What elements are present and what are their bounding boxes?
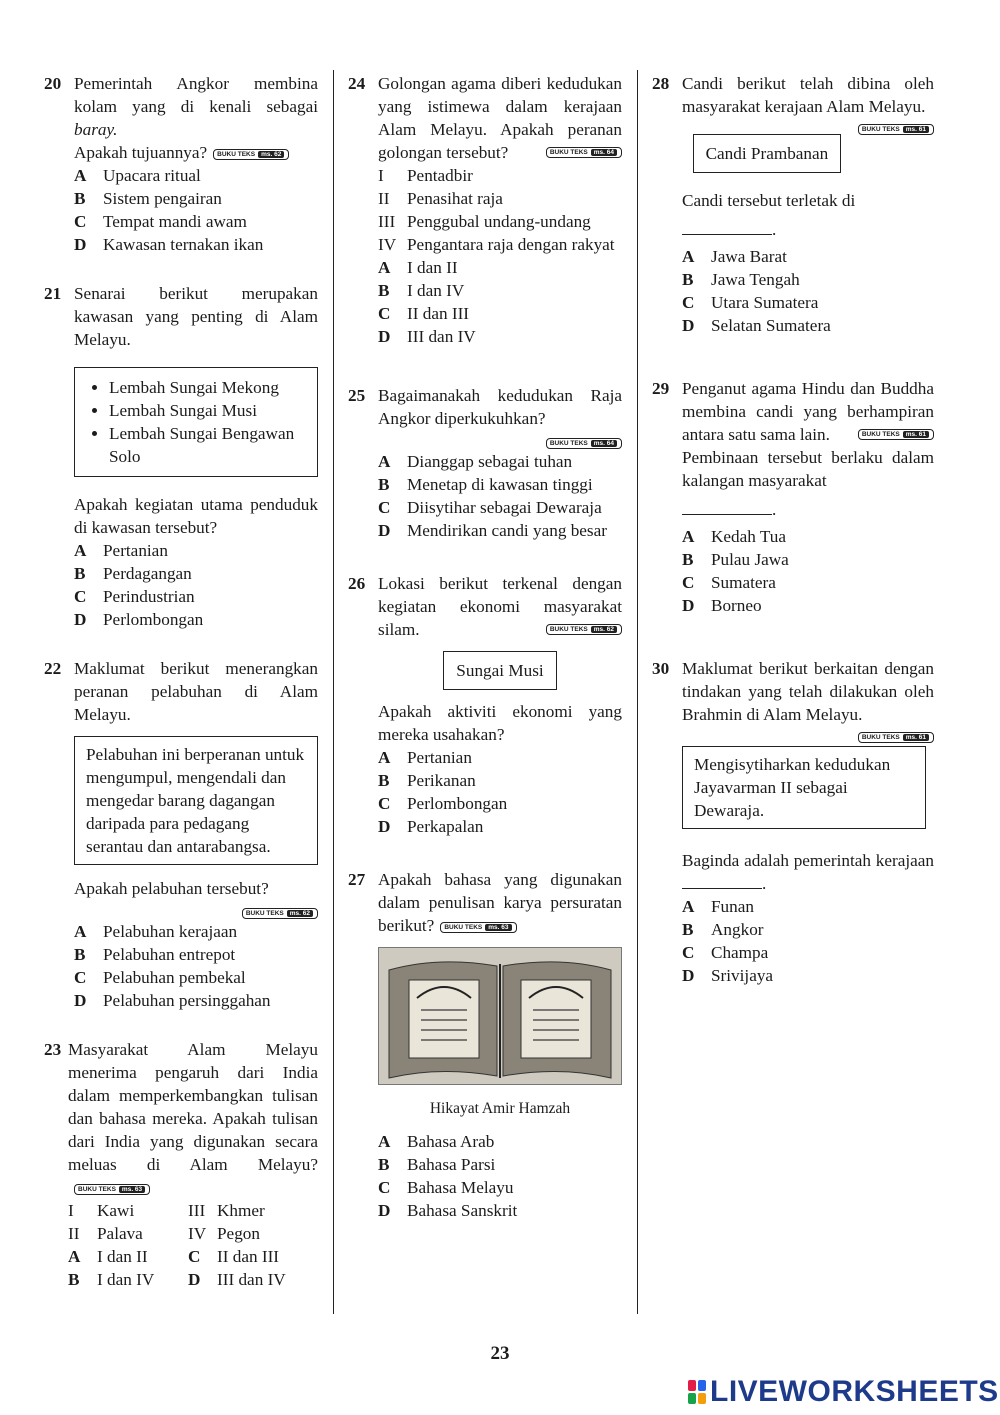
option-b[interactable]: B Angkor (682, 920, 764, 939)
option-a[interactable]: A Upacara ritual (74, 166, 201, 185)
option-c[interactable]: C Diisytihar sebagai Dewaraja (378, 498, 602, 517)
list-item: • Lembah Sungai Musi (109, 399, 303, 422)
option-a[interactable]: A Jawa Barat (682, 247, 787, 266)
list-item: • Lembah Sungai Mekong (109, 376, 303, 399)
option-c[interactable]: C Pelabuhan pembekal (74, 968, 246, 987)
location-box: Sungai Musi (443, 651, 556, 690)
textbook-ref-tag: BUKU TEKS ms. 61 (858, 124, 934, 135)
roman-item: III Penggubal undang-undang (378, 212, 591, 231)
option-b[interactable]: B Jawa Tengah (682, 270, 800, 289)
question-stem: Maklumat berikut menerangkan peranan pelabuhan di Alam Melayu. (74, 659, 318, 724)
question-stem: Penganut agama Hindu dan Buddha membina candi yang berhampiran antara satu sama lain. BUKU TEKS ms. 61 (682, 379, 934, 444)
question-stem: Apakah bahasa yang digunakan dalam penulisan karya persuratan berikut? BUKU TEKS ms. 63 (378, 870, 622, 935)
option-d[interactable]: D Borneo (682, 596, 762, 615)
option-d[interactable]: D Srivijaya (682, 966, 774, 985)
column-3 (652, 72, 934, 987)
question-21 (44, 282, 318, 631)
temple-box: Candi Prambanan (693, 134, 842, 173)
question-29 (652, 377, 934, 617)
option-a[interactable]: A Bahasa Arab (378, 1132, 495, 1151)
option-c[interactable]: C II dan III (188, 1247, 280, 1266)
question-prompt: Pembinaan tersebut berlaku dalam kalangan masyarakat (682, 448, 934, 490)
question-stem: Candi berikut telah dibina oleh masyarakat kerajaan Alam Melayu. BUKU TEKS ms. 61 (682, 74, 934, 133)
question-20 (44, 72, 318, 256)
option-c[interactable]: C II dan III (378, 304, 470, 323)
option-c[interactable]: C Utara Sumatera (682, 293, 819, 312)
option-c[interactable]: C Sumatera (682, 573, 776, 592)
textbook-ref-tag: BUKU TEKS ms. 62 (213, 149, 289, 160)
options-grid (68, 1245, 318, 1291)
textbook-ref-tag: BUKU TEKS ms. 61 (858, 732, 934, 743)
textbook-ref-tag: BUKU TEKS ms. 62 (546, 624, 622, 635)
column-1 (44, 72, 318, 1291)
option-d[interactable]: D Perkapalan (378, 817, 484, 836)
option-d[interactable]: D Kawasan ternakan ikan (74, 235, 264, 254)
option-c[interactable]: C Bahasa Melayu (378, 1178, 514, 1197)
question-number: 28 (652, 74, 670, 93)
roman-item: IV Pengantara raja dengan rakyat (378, 235, 615, 254)
question-stem: Masyarakat Alam Melayu menerima pengaruh dari India dalam memperkembangkan tulisan dan bahasa mereka. Apakah tulisan dari India yang digunakan secara meluas di Alam Melayu?BUKU TEKS ms. 63 (68, 1040, 318, 1193)
answer-blank[interactable]: . (682, 498, 934, 521)
page-number: 23 (490, 1343, 510, 1364)
logo-icon (688, 1380, 706, 1404)
question-number: 30 (652, 659, 670, 678)
textbook-ref-tag: BUKU TEKS ms. 63 (74, 1184, 150, 1195)
roman-item: II Palava (68, 1224, 143, 1243)
image-caption: Hikayat Amir Hamzah (429, 1100, 571, 1117)
roman-item: I Pentadbir (378, 166, 473, 185)
column-2 (348, 72, 622, 1222)
question-28 (652, 72, 934, 337)
option-d[interactable]: D Selatan Sumatera (682, 316, 831, 335)
option-d[interactable]: D Mendirikan candi yang besar (378, 521, 607, 540)
textbook-ref-tag: BUKU TEKS ms. 62 (242, 908, 318, 919)
info-box: Mengisytiharkan kedudukan Jayavarman II sebagai Dewaraja. (682, 746, 926, 829)
option-b[interactable]: B Perikanan (378, 771, 476, 790)
option-b[interactable]: B I dan IV (68, 1270, 155, 1289)
question-25 (348, 384, 622, 542)
option-a[interactable]: A Dianggap sebagai tuhan (378, 452, 573, 471)
question-number: 23 (44, 1040, 62, 1059)
question-24 (348, 72, 622, 348)
option-a[interactable]: A Pelabuhan kerajaan (74, 922, 238, 941)
question-prompt: Baginda adalah pemerintah kerajaan . (682, 851, 934, 893)
question-stem: Bagaimanakah kedudukan Raja Angkor diperkukuhkan? (378, 386, 622, 428)
question-26 (348, 572, 622, 838)
option-b[interactable]: B Perdagangan (74, 564, 192, 583)
answer-blank[interactable]: . (682, 218, 934, 241)
question-stem: Maklumat berikut berkaitan dengan tindakan yang telah dilakukan oleh Brahmin di Alam Melayu. BUKU TEKS ms. 61 (682, 659, 934, 741)
list-item: • Lembah Sungai Bengawan Solo (109, 422, 303, 468)
option-a[interactable]: A Pertanian (74, 541, 168, 560)
question-prompt: Candi tersebut terletak di (682, 191, 856, 210)
option-b[interactable]: B Pulau Jawa (682, 550, 789, 569)
question-stem: Golongan agama diberi kedudukan yang istimewa dalam kerajaan Alam Melayu. Apakah peranan golongan tersebut? BUKU TEKS ms. 64 (378, 74, 622, 162)
manuscript-book-image (378, 947, 622, 1085)
question-stem: Senarai berikut merupakan kawasan yang penting di Alam Melayu. (74, 284, 318, 349)
column-divider (637, 70, 638, 1314)
option-d[interactable]: D III dan IV (378, 327, 476, 346)
option-d[interactable]: D Perlombongan (74, 610, 204, 629)
question-prompt: Apakah tujuannya? BUKU TEKS ms. 62 (74, 141, 318, 164)
textbook-ref-tag: BUKU TEKS ms. 64 (546, 147, 622, 158)
option-b[interactable]: B Bahasa Parsi (378, 1155, 496, 1174)
option-d[interactable]: D Bahasa Sanskrit (378, 1201, 518, 1220)
answer-blank[interactable] (682, 874, 762, 889)
roman-item: II Penasihat raja (378, 189, 503, 208)
option-b[interactable]: B Pelabuhan entrepot (74, 945, 236, 964)
roman-list (68, 1199, 318, 1245)
textbook-ref-tag: BUKU TEKS ms. 63 (440, 922, 516, 933)
question-27 (348, 868, 622, 1222)
option-a[interactable]: A Funan (682, 897, 754, 916)
question-22 (44, 657, 318, 1012)
column-divider (333, 70, 334, 1314)
question-prompt: Apakah aktiviti ekonomi yang mereka usahakan? (378, 702, 622, 744)
option-b[interactable]: B Menetap di kawasan tinggi (378, 475, 593, 494)
option-a[interactable]: A Pertanian (378, 748, 472, 767)
question-number: 21 (44, 284, 62, 303)
roman-item: I Kawi (68, 1201, 135, 1220)
option-a[interactable]: A Kedah Tua (682, 527, 786, 546)
question-number: 22 (44, 659, 62, 678)
option-c[interactable]: C Perlombongan (378, 794, 508, 813)
option-c[interactable]: C Champa (682, 943, 769, 962)
roman-item: IV Pegon (188, 1224, 260, 1243)
question-number: 24 (348, 74, 366, 93)
textbook-ref-tag: BUKU TEKS ms. 61 (858, 429, 934, 440)
roman-item: III Khmer (188, 1201, 265, 1220)
question-number: 26 (348, 574, 366, 593)
question-23 (44, 1038, 318, 1291)
question-stem: Pemerintah Angkor membina kolam yang di kenali sebagai baray. (74, 74, 318, 139)
info-box: Pelabuhan ini berperanan untuk mengumpul, mengendali dan mengedar barang dagangan daripada para pedagang serantau dan antarabangsa. (74, 736, 318, 865)
liveworksheets-logo: LIVEWORKSHEETS (688, 1375, 999, 1409)
question-number: 29 (652, 379, 670, 398)
option-d[interactable]: D Pelabuhan persinggahan (74, 991, 271, 1010)
option-a[interactable]: A I dan II (378, 258, 458, 277)
option-b[interactable]: B I dan IV (378, 281, 465, 300)
info-box (74, 367, 318, 477)
question-prompt: Apakah pelabuhan tersebut? (74, 879, 269, 898)
option-c[interactable]: C Tempat mandi awam (74, 212, 247, 231)
option-b[interactable]: B Sistem pengairan (74, 189, 222, 208)
question-prompt: Apakah kegiatan utama penduduk di kawasan tersebut? (74, 495, 318, 537)
textbook-ref-tag: BUKU TEKS ms. 64 (546, 438, 622, 449)
question-30 (652, 657, 934, 987)
question-number: 25 (348, 386, 366, 405)
question-number: 20 (44, 74, 62, 93)
question-stem: Lokasi berikut terkenal dengan kegiatan ekonomi masyarakat silam. BUKU TEKS ms. 62 (378, 574, 622, 639)
option-d[interactable]: D III dan IV (188, 1270, 286, 1289)
option-a[interactable]: A I dan II (68, 1247, 148, 1266)
option-c[interactable]: C Perindustrian (74, 587, 195, 606)
question-number: 27 (348, 870, 366, 889)
